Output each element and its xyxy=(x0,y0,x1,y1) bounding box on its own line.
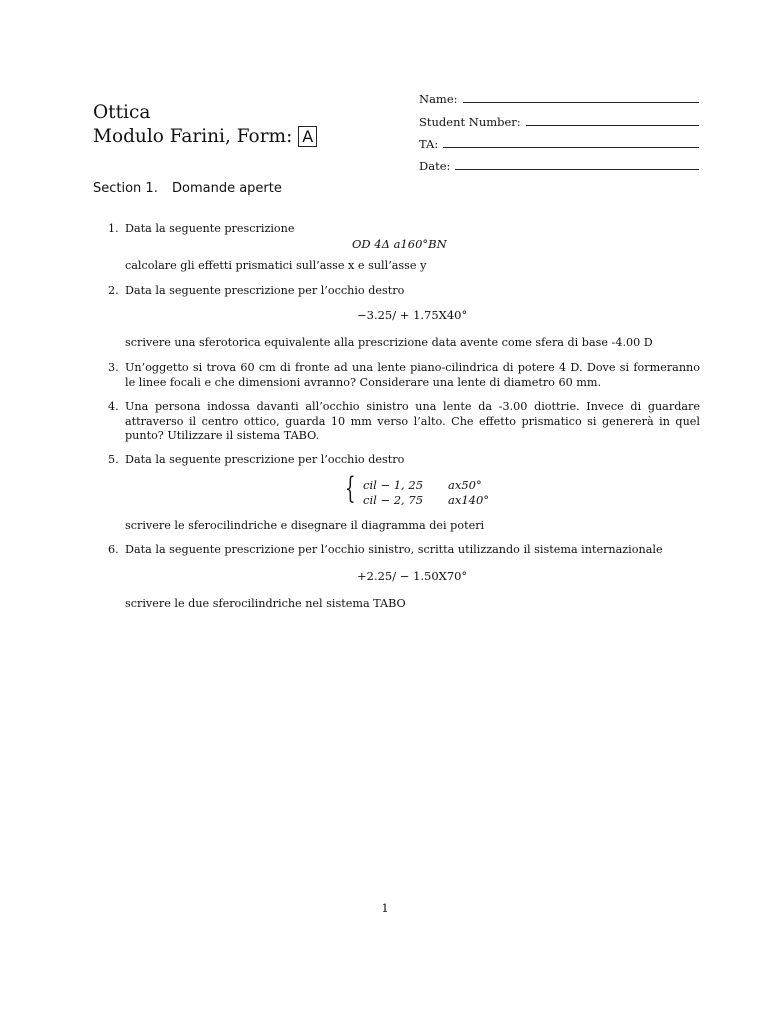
student-number-label: Student Number: xyxy=(419,114,521,129)
question-number: 4. xyxy=(108,400,119,413)
question-2-formula: −3.25/ + 1.75X40° xyxy=(357,308,468,322)
form-letter-box: A xyxy=(298,126,317,147)
question-text: Un’oggetto si trova 60 cm di fronte ad una lente piano-cilindrica di potere 4 D. Dove si formeranno le linee focali e che dimensioni avranno? Considerare una lente di diametro 60 mm. xyxy=(125,361,700,389)
question-1-after: calcolare gli effetti prismatici sull’asse x e sull’asse y xyxy=(125,259,427,272)
name-field[interactable] xyxy=(419,84,699,106)
section-number: Section 1. xyxy=(93,181,158,196)
ta-field[interactable] xyxy=(419,129,699,151)
question-intro: Data la seguente prescrizione per l’occhio destro xyxy=(125,453,405,466)
question-number: 6. xyxy=(108,543,119,556)
name-label: Name: xyxy=(419,92,458,107)
question-number: 3. xyxy=(108,361,119,374)
question-3 xyxy=(108,361,700,390)
module-label: Modulo Farini, Form: xyxy=(93,126,293,147)
question-intro: Data la seguente prescrizione per l’occhio destro xyxy=(125,284,405,297)
course-title: Ottica xyxy=(93,102,151,123)
question-6 xyxy=(108,543,700,558)
student-info-fields xyxy=(419,84,699,173)
question-number: 5. xyxy=(108,453,119,466)
ta-label: TA: xyxy=(419,136,439,151)
question-6-formula: +2.25/ − 1.50X70° xyxy=(357,569,468,583)
student-number-line[interactable] xyxy=(526,124,699,126)
student-number-field[interactable] xyxy=(419,106,699,128)
question-4 xyxy=(108,400,700,444)
question-5-after: scrivere le sferocilindriche e disegnare il diagramma dei poteri xyxy=(125,519,485,532)
ta-line[interactable] xyxy=(443,146,699,148)
brace-symbol: { xyxy=(345,471,356,506)
system-row: cil − 1, 25 ax50° xyxy=(363,478,482,492)
date-label: Date: xyxy=(419,159,451,174)
question-number: 2. xyxy=(108,284,119,297)
question-2-after: scrivere una sferotorica equivalente alla prescrizione data avente come sfera di base -4.00 D xyxy=(125,336,653,349)
question-1-formula: OD 4Δ a160°BN xyxy=(352,237,447,251)
question-6-after: scrivere le due sferocilindriche nel sistema TABO xyxy=(125,597,406,610)
question-text: Una persona indossa davanti all’occhio sinistro una lente da -3.00 diottrie. Invece di guardare attraverso il centro ottico, guarda 10 mm verso l’alto. Che effetto prismatico si genererà in quel punto? Utilizzare il sistema TABO. xyxy=(125,400,700,442)
module-line xyxy=(93,125,317,149)
question-number: 1. xyxy=(108,222,119,235)
question-intro: Data la seguente prescrizione per l’occhio sinistro, scritta utilizzando il sistema internazionale xyxy=(125,543,663,556)
question-1 xyxy=(108,222,700,237)
page-number: 1 xyxy=(381,901,389,915)
question-2 xyxy=(108,284,700,299)
date-line[interactable] xyxy=(455,168,699,170)
section-title: Domande aperte xyxy=(171,181,282,196)
question-5 xyxy=(108,453,700,468)
section-heading xyxy=(93,181,282,196)
title-block xyxy=(93,101,317,149)
question-intro: Data la seguente prescrizione xyxy=(125,222,295,235)
system-row: cil − 2, 75 ax140° xyxy=(363,493,490,507)
name-line[interactable] xyxy=(463,101,699,103)
date-field[interactable] xyxy=(419,151,699,173)
